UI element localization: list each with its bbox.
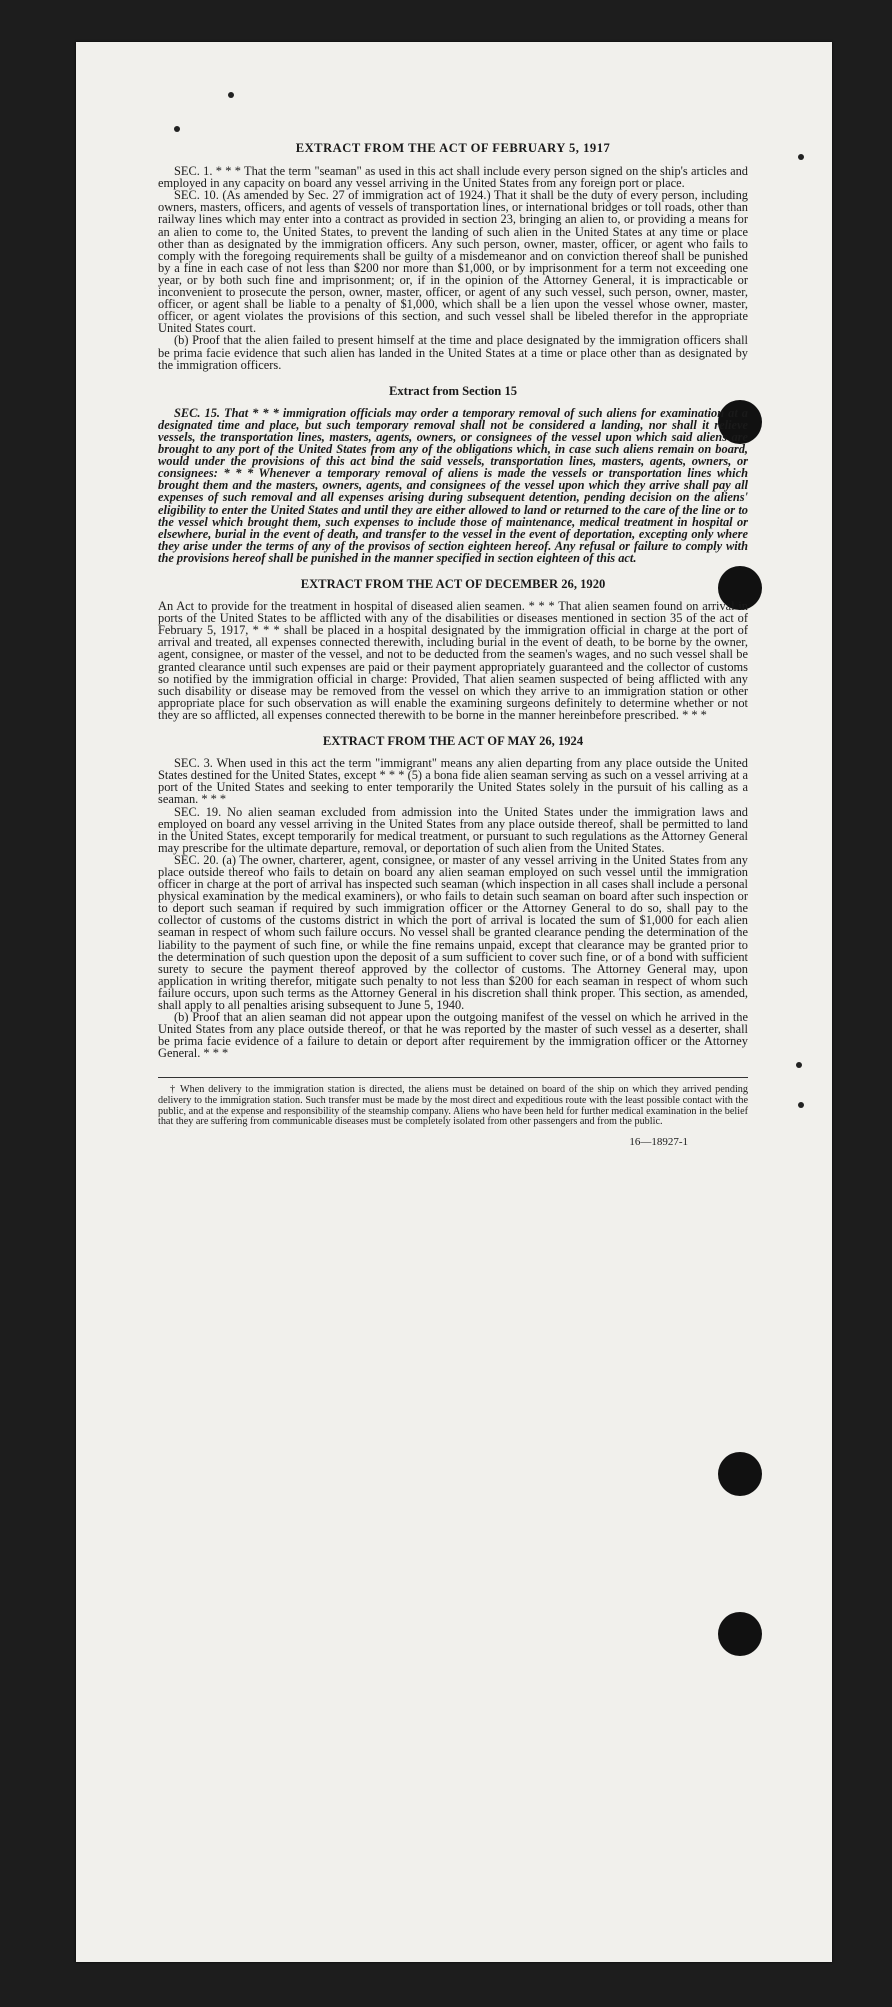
footnote	[158, 1077, 748, 1127]
paragraph: SEC. 15. That * * * immigration officials may order a temporary removal of such aliens for examination at a designated time and place, but such temporary removal shall not be considered a landing, nor shall it relieve vessels, the transportation lines, masters, agents, owners, or consignees of the vessel upon which said aliens are brought to any port of the United States from any of the obligations which, in case such aliens remain on board, would under the provisions of this act bind the said vessels, transportation lines, masters, agents, owners, or consignees: * * * Whenever a temporary removal of aliens is made the vessels or transportation lines which brought them and the masters, owners, agents, and consignees of the vessel upon which they arrive shall pay all expenses of such removal and all expenses arising during subsequent detention, pending decision on the aliens' eligibility to enter the United States and until they are either allowed to land or returned to the care of the line or to the vessel which brought them, such expenses to include those of maintenance, medical treatment in hospital or elsewhere, burial in the event of death, and transfer to the vessel in the event of deportation, excepting only where they arise under the terms of any of the provisos of section eighteen hereof. Any refusal or failure to comply with the provisions hereof shall be punished in the manner specified in section eighteen of this act.	[158, 405, 748, 565]
speck	[798, 154, 804, 160]
punch-hole	[718, 1612, 762, 1656]
speck	[228, 92, 234, 98]
paragraph: (b) Proof that an alien seaman did not appear upon the outgoing manifest of the vessel on which he arrived in the United States from any place outside thereof, or that he was reported by the master of such vessel as a deserter, shall be prima facie evidence of a failure to detain or deport after requirement by the immigration officer or the Attorney General. * * *	[158, 1010, 748, 1061]
paragraph: SEC. 19. No alien seaman excluded from admission into the United States under the immigration laws and employed on board any vessel arriving in the United States from any place outside thereof, shall be permitted to land in the United States, except temporarily for medical treatment, or pursuant to such regulations as the Attorney General may prescribe for the ultimate departure, removal, or deportation of such alien from the United States.	[158, 804, 748, 855]
section-heading: EXTRACT FROM THE ACT OF FEBRUARY 5, 1917	[295, 141, 611, 155]
document-page	[76, 42, 832, 1962]
paragraph: (b) Proof that the alien failed to present himself at the time and place designated by the immigration officers shall be prima facie evidence that such alien has landed in the United States at a time or place other than as designated by the immigration officers.	[158, 333, 748, 372]
section-act-1924	[158, 735, 748, 1059]
paragraph: SEC. 10. (As amended by Sec. 27 of immigration act of 1924.) That it shall be the duty of every person, including owners, masters, officers, and agents of vessels of transportation lines, or international bridges or toll roads, other than railway lines which may enter into a contract as provided in section 23, bringing an alien to, or providing a means for an alien to come to, the United States, to prevent the landing of such alien in the United States at any time or place other than as designated by the immigration officers. Any such person, owner, master, officer, or agent who fails to comply with the foregoing requirements shall be guilty of a misdemeanor and on conviction thereof shall be punished by a fine in each case of not less than $200 nor more than $1,000, or by imprisonment for a term not exceeding one year, or by both such fine and imprisonment; or, if in the opinion of the Attorney General, it is impracticable or inconvenient to prosecute the person, owner, master, officer, or agent of any such vessel, such person, owner, master, officer, or agent shall be liable to a penalty of $1,000, which shall be a lien upon the vessel whose owner, master, officer, or agent violates the provisions of this section, and such vessel shall be libeled therefor in the appropriate United States court.	[158, 188, 748, 336]
document-body	[158, 142, 748, 1148]
section-act-1917	[158, 142, 748, 371]
paragraph: SEC. 3. When used in this act the term "immigrant" means any alien departing from any place outside the United States destined for the United States, except * * * (5) a bona fide alien seaman serving as such on a vessel arriving at a port of the United States and seeking to enter temporarily the United States solely in the pursuit of his calling as a seaman. * * *	[158, 756, 748, 807]
form-number: 16—18927-1	[629, 1135, 688, 1148]
section-15-extract	[158, 385, 748, 564]
section-heading: EXTRACT FROM THE ACT OF MAY 26, 1924	[322, 734, 584, 749]
section-heading: Extract from Section 15	[388, 383, 518, 398]
section-heading: EXTRACT FROM THE ACT OF DECEMBER 26, 1920	[300, 577, 606, 591]
footnote-text: † When delivery to the immigration station is directed, the aliens must be detained on board of the ship on which they arrived pending delivery to the immigration station. Such transfer must be made by the most direct and expeditious route with the least possible contact with the public, and at the expense and responsibility of the steamship company. Aliens who have been held for further medical examination in the belief that they are suffering from communicable diseases must be completely isolated from other passengers and from the public.	[158, 1084, 748, 1128]
paragraph: SEC. 20. (a) The owner, charterer, agent, consignee, or master of any vessel arriving in the United States from any place outside thereof who fails to detain on board any alien seaman employed on such vessel until the immigration officer in charge at the port of arrival has inspected such seaman (which inspection in all cases shall include a personal physical examination by the medical examiners), or who fails to detain such seaman on board after such inspection or to deport such seaman if required by such immigration officer or the Attorney General to do so, shall pay to the collector of customs of the customs district in which the port of arrival is located the sum of $1,000 for each alien seaman in respect of whom such failure occurs. No vessel shall be granted clearance pending the determination of the liability to the payment of such fine, or while the fine remains unpaid, except that clearance may be granted prior to the determination of such question upon the deposit of a sum sufficient to cover such fine, or of a bond with sufficient surety to secure the payment thereof approved by the collector of customs. The Attorney General may, upon application in writing therefor, mitigate such penalty to not less than $200 for each seaman in respect of whom such failure occurs, upon such terms as the Attorney General in his discretion shall think proper. This section, as amended, shall apply to all penalties arising subsequent to June 5, 1940.	[158, 852, 748, 1012]
paragraph: An Act to provide for the treatment in hospital of diseased alien seamen. * * * That alien seamen found on arrival in ports of the United States to be afflicted with any of the disabilities or diseases mentioned in section 35 of the act of February 5, 1917, * * * shall be placed in a hospital designated by the immigration official in charge at the port of arrival and treated, all expenses connected therewith, including burial in the event of death, to be borne by the owner, agent, consignee, or master of the vessel, and not to be deducted from the seamen's wages, and no such vessel shall be granted clearance until such expenses are paid or their payment appropriately guaranteed and the collector of customs so notified by the immigration official in charge: Provided, That alien seamen suspected of being afflicted with any such disability or disease may be removed from the vessel on which they arrive to an immigration station or other appropriate place for such observation as will enable the examining surgeons definitely to determine whether or not they are so afflicted, all expenses connected therewith to be borne in the manner hereinbefore prescribed. * * *	[158, 599, 748, 722]
paragraph: SEC. 1. * * * That the term "seaman" as used in this act shall include every person signed on the ship's articles and employed in any capacity on board any vessel arriving in the United States from any foreign port or place.	[158, 164, 748, 191]
section-act-1920	[158, 578, 748, 721]
speck	[798, 1102, 804, 1108]
speck	[796, 1062, 802, 1068]
punch-hole	[718, 1452, 762, 1496]
speck	[174, 126, 180, 132]
